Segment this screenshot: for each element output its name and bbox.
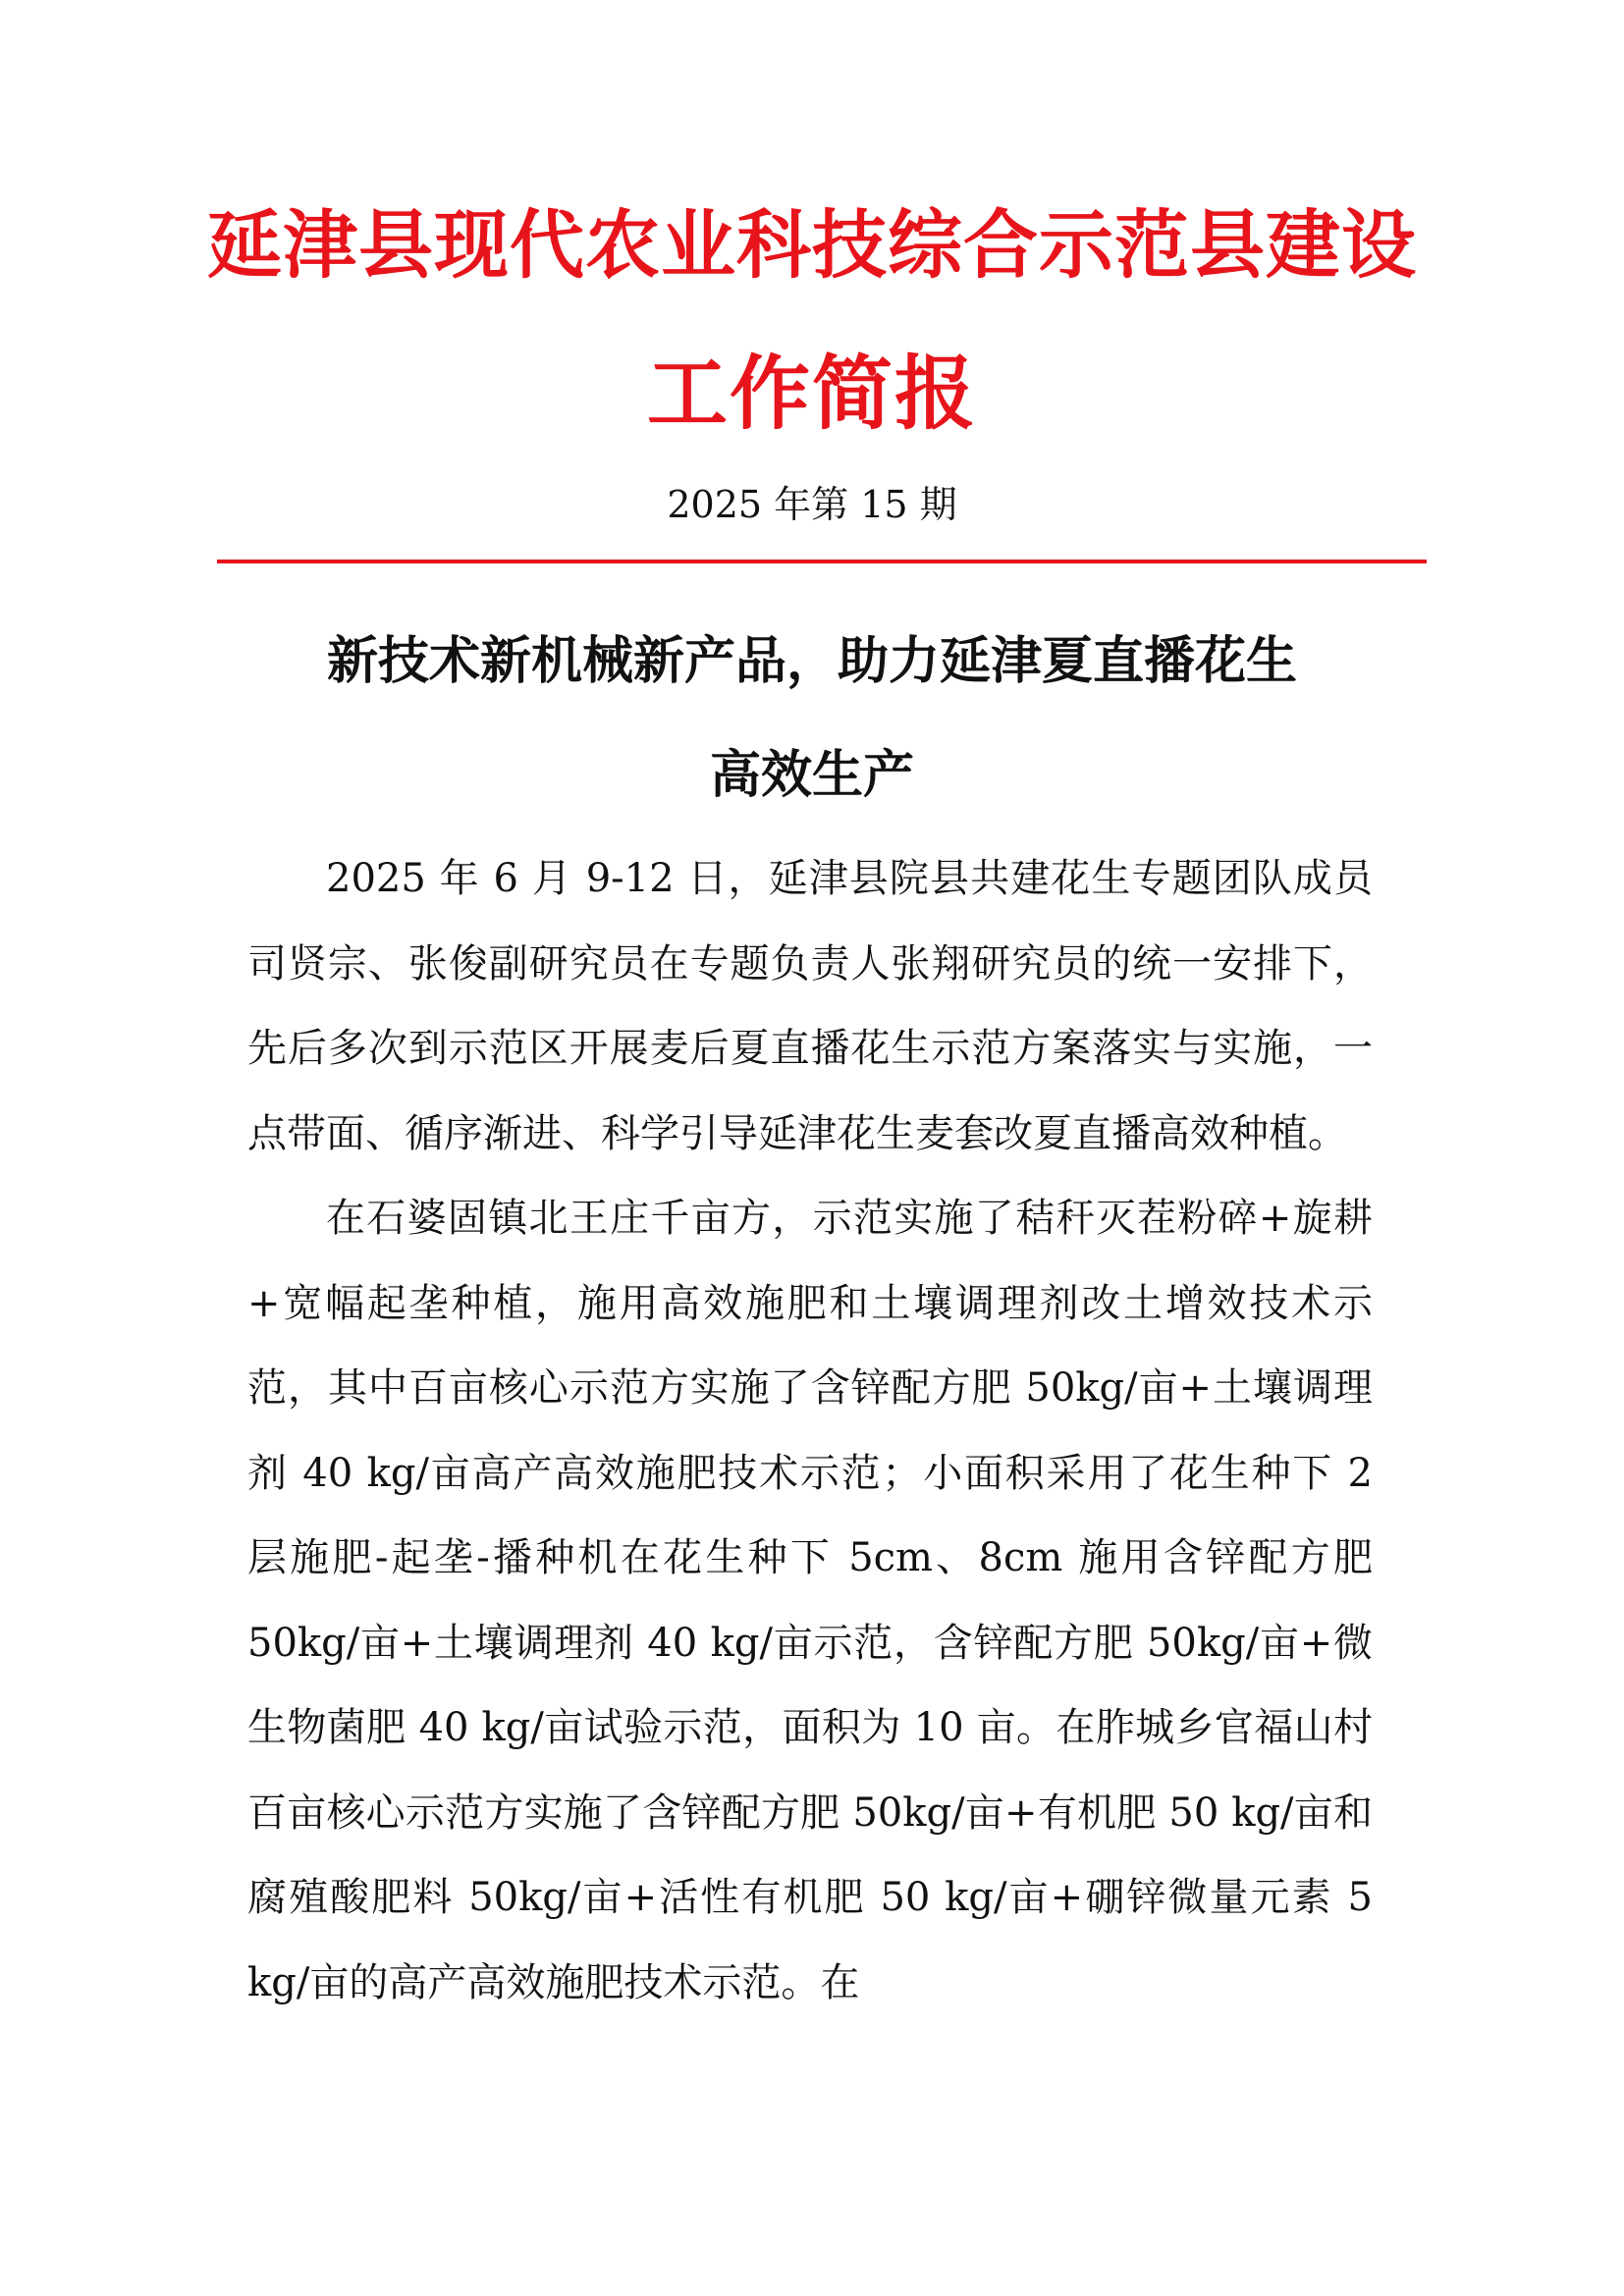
article-body <box>247 836 1373 2025</box>
masthead-divider <box>217 560 1427 563</box>
article-title-line1: 新技术新机械新产品，助力延津夏直播花生 <box>326 631 1297 691</box>
masthead-title-line1: 延津县现代农业科技综合示范县建设 <box>207 201 1417 289</box>
article-paragraph-2: 在石婆固镇北王庄千亩方，示范实施了秸秆灭茬粉碎+旋耕+宽幅起垄种植，施用高效施肥和土壤调理剂改土增效技术示范，其中百亩核心示范方实施了含锌配方肥 50kg/亩+土壤调理剂 40 kg/亩高产高效施肥技术示范；小面积采用了花生种下 2 层施肥-起垄-播种机在花生种下 5cm、8cm 施用含锌配方肥 50kg/亩+土壤调理剂 40 kg/亩示范，含锌配方肥 50kg/亩+微生物菌肥 40 kg/亩试验示范，面积为 10 亩。在胙城乡官福山村百亩核心示范方实施了含锌配方肥 50kg/亩+有机肥 50 kg/亩和腐殖酸肥料 50kg/亩+活性有机肥 50 kg/亩+硼锌微量元素 5 kg/亩的高产高效施肥技术示范。在 <box>247 1196 1373 2005</box>
article-title-line2: 高效生产 <box>709 745 914 805</box>
article-paragraph-1: 2025 年 6 月 9-12 日，延津县院县共建花生专题团队成员司贤宗、张俊副研究员在专题负责人张翔研究员的统一安排下，先后多次到示范区开展麦后夏直播花生示范方案落实与实施，一点带面、循序渐进、科学引导延津花生麦套改夏直播高效种植。 <box>247 856 1373 1156</box>
masthead-title-line2: 工作简报 <box>646 347 977 441</box>
issue-number: 2025 年第 15 期 <box>667 483 957 526</box>
